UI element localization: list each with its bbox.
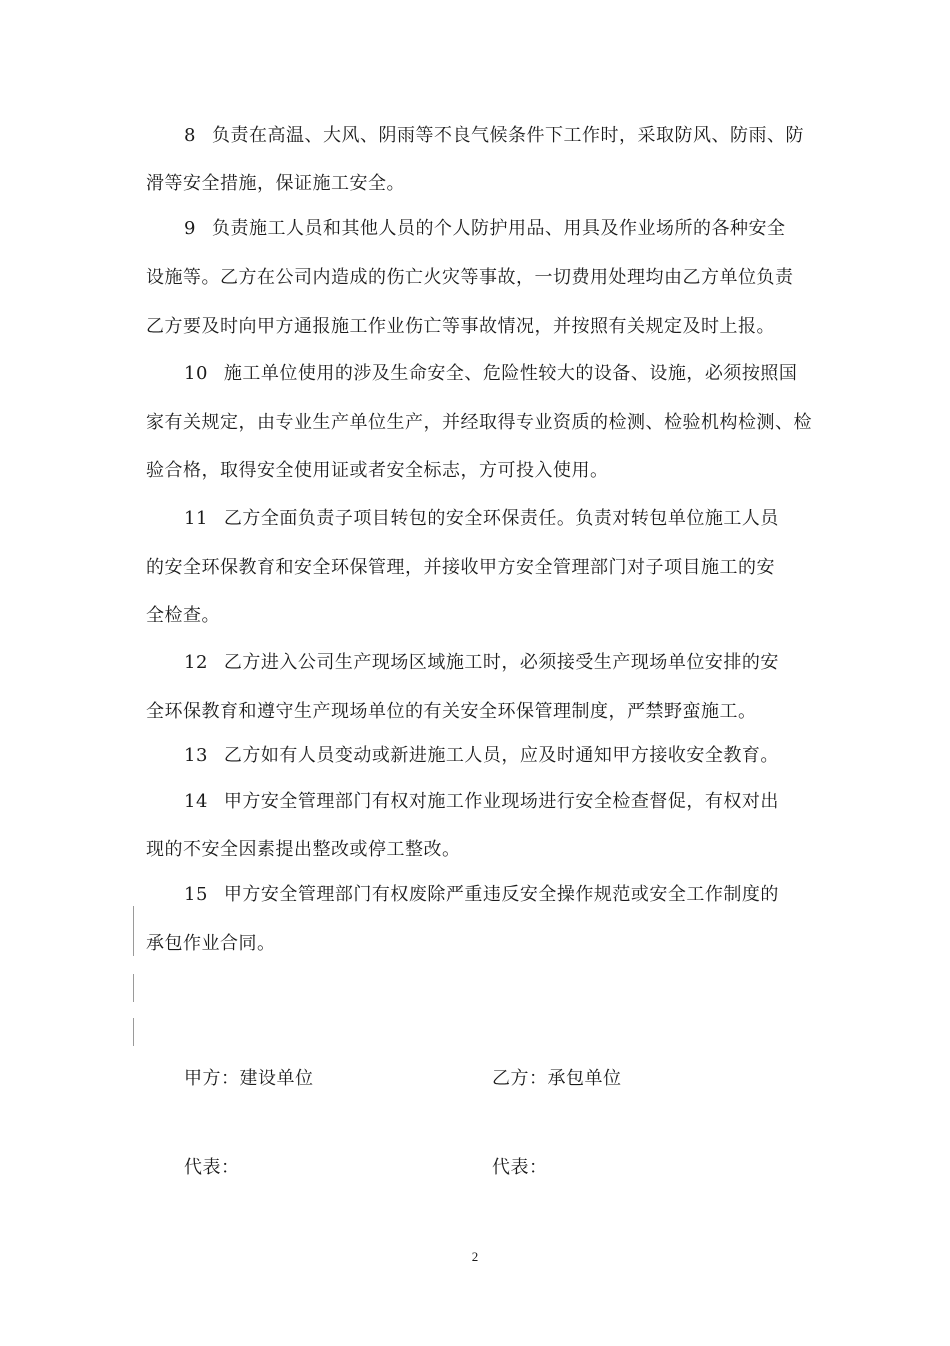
clause-8-line-2: 滑等安全措施，保证施工安全。 [146, 173, 405, 194]
clause-10-line-2: 家有关规定，由专业生产单位生产，并经取得专业资质的检测、检验机构检测、检 [146, 412, 812, 433]
clause-number: 9 [184, 218, 196, 239]
clause-12-line-2: 全环保教育和遵守生产现场单位的有关安全环保管理制度，严禁野蛮施工。 [146, 701, 757, 722]
clause-9-line-1: 9 负责施工人员和其他人员的个人防护用品、用具及作业场所的各种安全 [184, 218, 786, 239]
clause-12-line-1: 12 乙方进入公司生产现场区域施工时，必须接受生产现场单位安排的安 [184, 652, 779, 673]
clause-10-line-1: 10 施工单位使用的涉及生命安全、危险性较大的设备、设施，必须按照国 [184, 363, 798, 384]
party-a-representative: 代表： [184, 1157, 240, 1178]
clause-15-line-2: 承包作业合同。 [146, 933, 276, 954]
clause-number: 15 [184, 884, 208, 905]
party-b-label: 乙方：承包单位 [492, 1068, 622, 1089]
clause-11-line-2: 的安全环保教育和安全环保管理，并接收甲方安全管理部门对子项目施工的安 [146, 557, 775, 578]
clause-10-line-3: 验合格，取得安全使用证或者安全标志，方可投入使用。 [146, 460, 609, 481]
page-number: 2 [471, 1249, 479, 1264]
clause-number: 10 [184, 363, 208, 384]
party-b-representative: 代表： [492, 1157, 548, 1178]
party-a-label: 甲方：建设单位 [184, 1068, 314, 1089]
margin-change-bar [133, 906, 134, 956]
clause-number: 14 [184, 791, 208, 812]
clause-number: 8 [184, 125, 196, 146]
clause-number: 12 [184, 652, 208, 673]
clause-number: 13 [184, 745, 208, 766]
clause-11-line-1: 11 乙方全面负责子项目转包的安全环保责任。负责对转包单位施工人员 [184, 508, 779, 529]
clause-8-line-1: 8 负责在高温、大风、阴雨等不良气候条件下工作时，采取防风、防雨、防 [184, 125, 804, 146]
clause-9-line-2: 设施等。乙方在公司内造成的伤亡火灾等事故，一切费用处理均由乙方单位负责 [146, 267, 794, 288]
clause-number: 11 [184, 508, 208, 529]
clause-13-line-1: 13 乙方如有人员变动或新进施工人员，应及时通知甲方接收安全教育。 [184, 745, 779, 766]
clause-11-line-3: 全检查。 [146, 605, 220, 626]
clause-15-line-1: 15 甲方安全管理部门有权废除严重违反安全操作规范或安全工作制度的 [184, 884, 779, 905]
clause-9-line-3: 乙方要及时向甲方通报施工作业伤亡等事故情况，并按照有关规定及时上报。 [146, 316, 775, 337]
clause-14-line-2: 现的不安全因素提出整改或停工整改。 [146, 839, 461, 860]
margin-change-bar [133, 1018, 134, 1046]
clause-14-line-1: 14 甲方安全管理部门有权对施工作业现场进行安全检查督促，有权对出 [184, 791, 779, 812]
margin-change-bar [133, 974, 134, 1002]
